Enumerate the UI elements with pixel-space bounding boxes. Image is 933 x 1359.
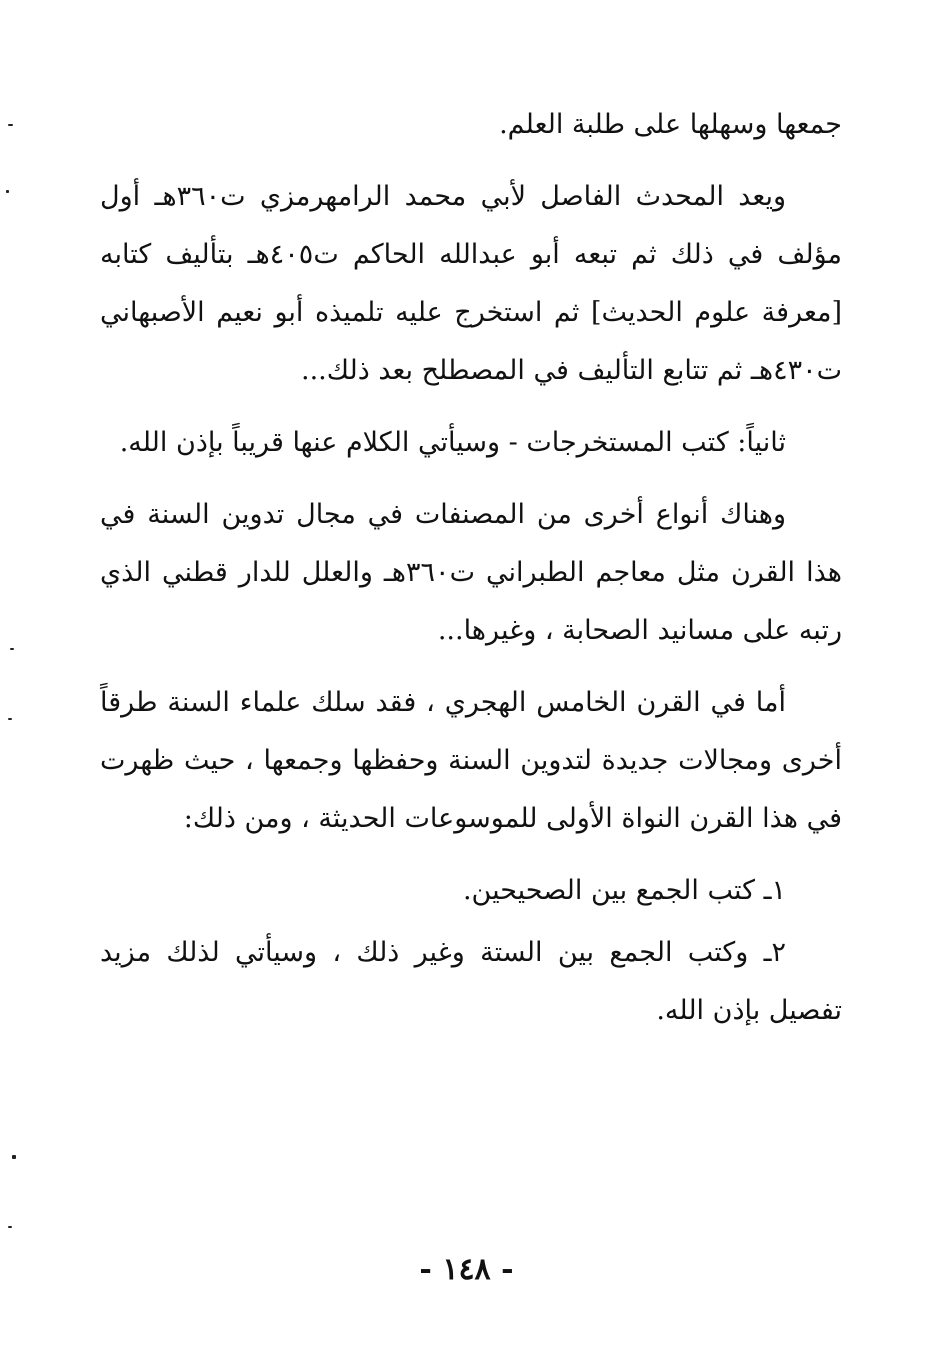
- scan-speck: [10, 648, 14, 650]
- body-text: [100, 96, 842, 1054]
- paragraph-fifth-century: أما في القرن الخامس الهجري ، فقد سلك علماء السنة طرقاً أخرى ومجالات جديدة لتدوين السنة وحفظها وجمعها ، حيث ظهرت في هذا القرن النواة الأولى للموسوعات الحديثة ، ومن ذلك:: [100, 687, 842, 834]
- paragraph-continuation: جمعها وسهلها على طلبة العلم.: [499, 109, 842, 140]
- scan-speck: [12, 1155, 16, 1159]
- page-number: - ١٤٨ -: [419, 1252, 514, 1287]
- list-item-1: ١ـ كتب الجمع بين الصحيحين.: [462, 875, 786, 906]
- scan-speck: [8, 124, 13, 126]
- paragraph-other-types: وهناك أنواع أخرى من المصنفات في مجال تدوين السنة في هذا القرن مثل معاجم الطبراني ت٣٦٠هـ والعلل للدار قطني الذي رتبه على مسانيد الصحابة ، وغيرها...: [100, 499, 842, 646]
- paragraph-secondly: ثانياً: كتب المستخرجات - وسيأتي الكلام عنها قريباً بإذن الله.: [119, 427, 786, 458]
- list-item-2: ٢ـ وكتب الجمع بين الستة وغير ذلك ، وسيأتي لذلك مزيد تفصيل بإذن الله.: [100, 937, 842, 1026]
- paragraph-first-author: ويعد المحدث الفاصل لأبي محمد الرامهرمزي ت٣٦٠هـ أول مؤلف في ذلك ثم تبعه أبو عبدالله الحاكم ت٤٠٥هـ بتأليف كتابه [معرفة علوم الحديث] ثم استخرج عليه تلميذه أبو نعيم الأصبهاني ت٤٣٠هـ ثم تتابع التأليف في المصطلح بعد ذلك...: [100, 181, 842, 386]
- scan-speck: [8, 1226, 12, 1228]
- scan-speck: [8, 718, 12, 720]
- scan-speck: [6, 190, 9, 193]
